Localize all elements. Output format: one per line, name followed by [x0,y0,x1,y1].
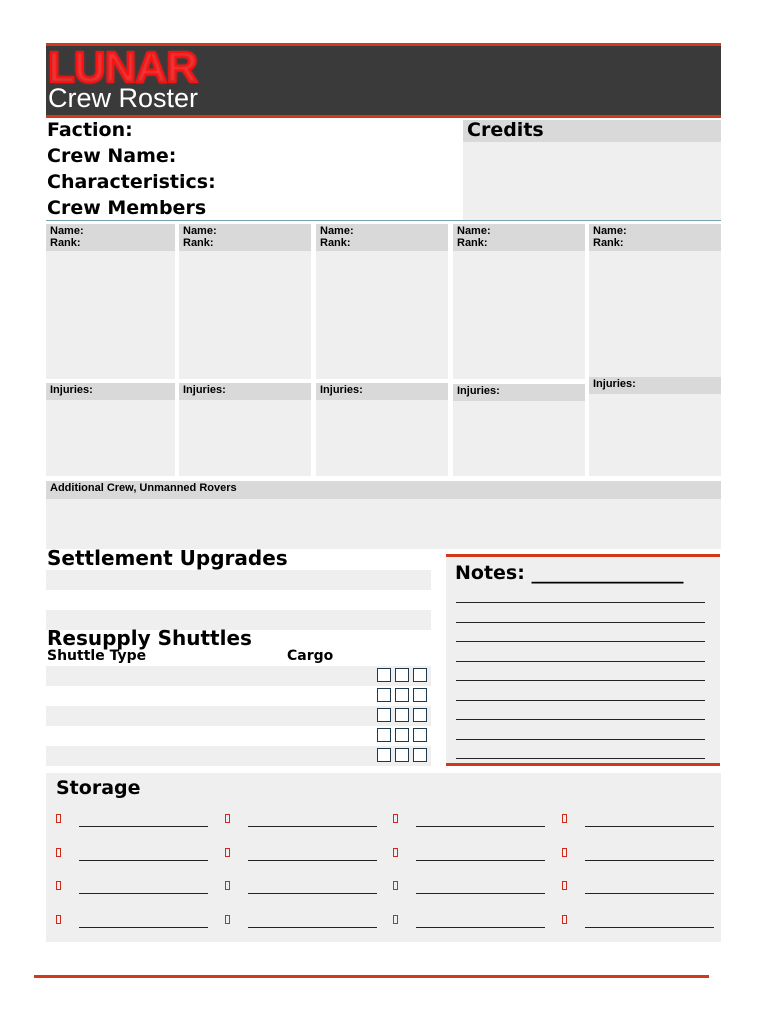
crew-members-label: Crew Members [47,197,207,219]
storage-checkbox-icon[interactable] [56,881,61,890]
storage-line[interactable] [416,927,545,928]
shuttle-row[interactable] [46,746,431,766]
name-label: Name: [593,225,627,237]
storage-checkbox-icon[interactable] [393,814,398,823]
storage-checkbox-icon[interactable] [225,814,230,823]
footer-divider [34,975,709,978]
cargo-checkbox[interactable] [395,668,409,682]
name-label: Name: [457,225,491,237]
cargo-checkbox[interactable] [395,748,409,762]
shuttle-row[interactable] [46,706,431,726]
storage-checkbox-icon[interactable] [56,848,61,857]
storage-checkbox-icon[interactable] [562,848,567,857]
rank-label: Rank: [457,237,488,249]
note-line[interactable] [456,602,705,603]
cargo-checkbox[interactable] [413,728,427,742]
storage-checkbox-icon[interactable] [393,881,398,890]
rank-label: Rank: [183,237,214,249]
rank-label: Rank: [320,237,351,249]
divider [46,220,721,221]
crew-name-label: Crew Name: [47,145,177,167]
storage-line[interactable] [585,860,714,861]
cargo-checkbox[interactable] [377,728,391,742]
note-line[interactable] [456,680,705,681]
page-title: Crew Roster [48,83,199,113]
storage-line[interactable] [248,860,377,861]
storage-checkbox-icon[interactable] [562,814,567,823]
note-line[interactable] [456,739,705,740]
storage-checkbox-icon[interactable] [225,848,230,857]
storage-line[interactable] [416,826,545,827]
injuries-label: Injuries: [183,384,226,396]
cargo-checkbox[interactable] [413,708,427,722]
cargo-checkbox[interactable] [413,688,427,702]
cargo-checkbox[interactable] [395,728,409,742]
storage-checkbox-icon[interactable] [56,915,61,924]
notes-label: Notes: ________________ [455,562,684,584]
storage-checkbox-icon[interactable] [393,848,398,857]
cargo-checkbox[interactable] [395,688,409,702]
storage-line[interactable] [585,893,714,894]
note-line[interactable] [456,622,705,623]
storage-checkbox-icon[interactable] [56,814,61,823]
additional-crew-label: Additional Crew, Unmanned Rovers [50,482,237,494]
storage-line[interactable] [79,826,208,827]
storage-title: Storage [56,777,141,799]
note-line[interactable] [456,758,705,759]
storage-checkbox-icon[interactable] [562,881,567,890]
settlement-upgrades-title: Settlement Upgrades [47,546,288,570]
note-line[interactable] [456,641,705,642]
storage-line[interactable] [416,860,545,861]
storage-checkbox-icon[interactable] [225,915,230,924]
storage-line[interactable] [585,927,714,928]
shuttle-type-header: Shuttle Type [47,648,147,664]
injuries-label: Injuries: [320,384,363,396]
name-label: Name: [183,225,217,237]
cargo-checkbox[interactable] [413,748,427,762]
cargo-header: Cargo [287,648,334,664]
cargo-checkbox[interactable] [413,668,427,682]
injuries-label: Injuries: [50,384,93,396]
note-line[interactable] [456,719,705,720]
cargo-checkbox[interactable] [377,748,391,762]
storage-checkbox-icon[interactable] [562,915,567,924]
faction-label: Faction: [47,119,133,141]
shuttle-row[interactable] [46,666,431,686]
storage-line[interactable] [248,927,377,928]
storage-checkbox-icon[interactable] [393,915,398,924]
injuries-label: Injuries: [593,378,636,390]
storage-checkbox-icon[interactable] [225,881,230,890]
cargo-checkbox[interactable] [377,708,391,722]
upgrade-row[interactable] [46,570,431,590]
storage-line[interactable] [79,893,208,894]
cargo-checkbox[interactable] [377,688,391,702]
injuries-label: Injuries: [457,385,500,397]
cargo-checkbox[interactable] [377,668,391,682]
cargo-checkbox[interactable] [395,708,409,722]
note-line[interactable] [456,700,705,701]
storage-line[interactable] [248,893,377,894]
rank-label: Rank: [593,237,624,249]
lunar-logo: LUNAR [48,43,197,92]
characteristics-label: Characteristics: [47,171,216,193]
storage-line[interactable] [79,927,208,928]
storage-line[interactable] [248,826,377,827]
storage-line[interactable] [416,893,545,894]
storage-line[interactable] [585,826,714,827]
name-label: Name: [320,225,354,237]
storage-panel [46,773,721,942]
rank-label: Rank: [50,237,81,249]
name-label: Name: [50,225,84,237]
note-line[interactable] [456,661,705,662]
credits-label: Credits [467,119,544,141]
resupply-shuttles-title: Resupply Shuttles [47,626,252,650]
storage-line[interactable] [79,860,208,861]
